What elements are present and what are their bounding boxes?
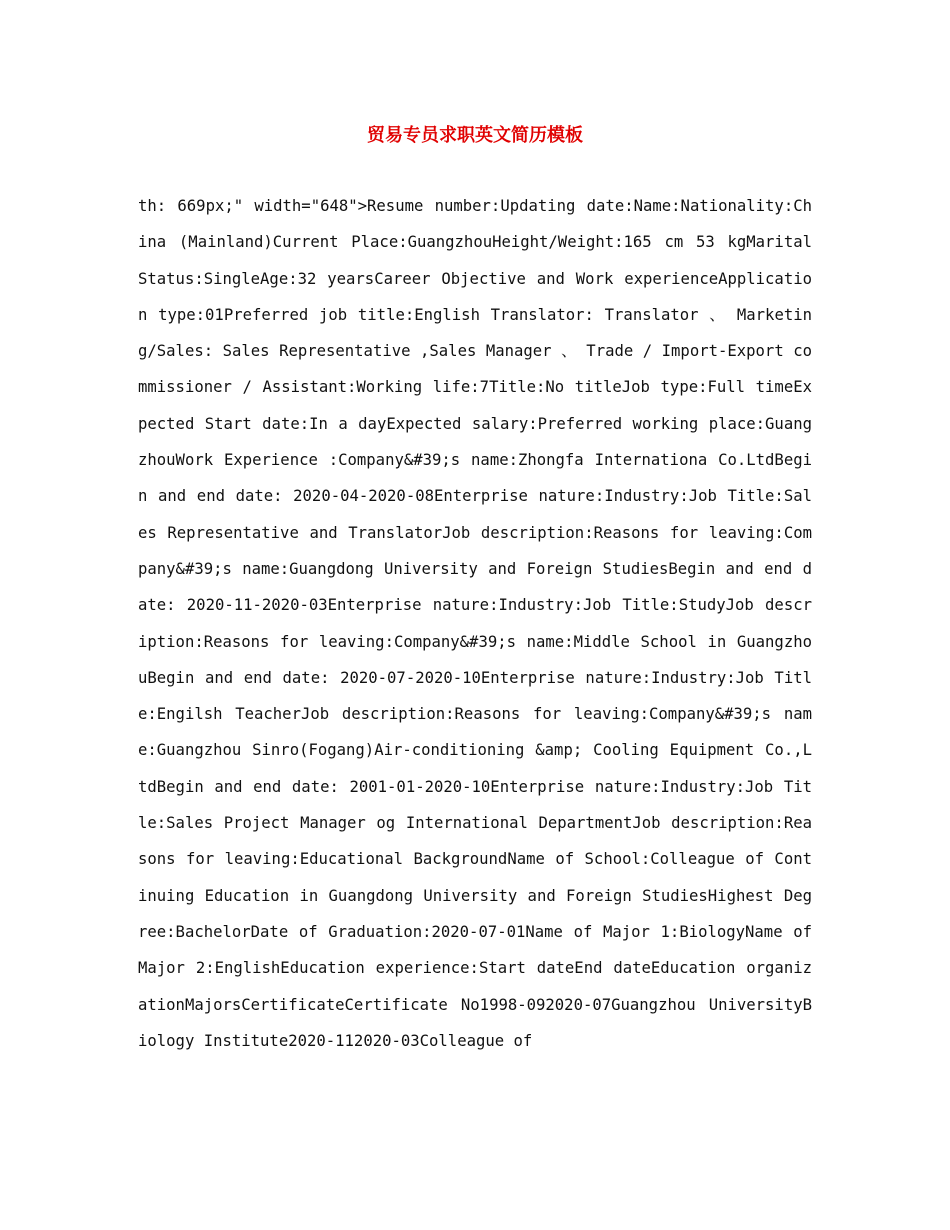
resume-body-text: th: 669px;" width="648">Resume number:Updating date:Name:Nationality:China (Mainland)Current Place:GuangzhouHeight/Weight:165 cm 53 kgMarital Status:SingleAge:32 yearsCareer Objective and Work experienceApplication type:01Preferred job title:English Translator: Translator 、 Marketing/Sales: Sales Representative ,Sales Manager 、 Trade / Import-Export commissioner / Assistant:Working life:7Title:No titleJob type:Full timeExpected Start date:In a dayExpected salary:Preferred working place:GuangzhouWork Experience :Company&#39;s name:Zhongfa Internationa Co.LtdBegin and end date: 2020-04-2020-08Enterprise nature:Industry:Job Title:Sales Representative and TranslatorJob description:Reasons for leaving:Company&#39;s name:Guangdong University and Foreign StudiesBegin and end date: 2020-11-2020-03Enterprise nature:Industry:Job Title:StudyJob description:Reasons for leaving:Company&#39;s name:Middle School in GuangzhouBegin and end date: 2020-07-2020-10Enterprise nature:Industry:Job Title:Engilsh TeacherJob description:Reasons for leaving:Company&#39;s name:Guangzhou Sinro(Fogang)Air-conditioning &amp; Cooling Equipment Co.,LtdBegin and end date: 2001-01-2020-10Enterprise nature:Industry:Job Title:Sales Project Manager og International DepartmentJob description:Reasons for leaving:Educational BackgroundName of School:Colleague of Continuing Education in Guangdong University and Foreign StudiesHighest Degree:BachelorDate of Graduation:2020-07-01Name of Major 1:BiologyName of Major 2:EnglishEducation experience:Start dateEnd dateEducation organizationMajorsCertificateCertificate No1998-092020-07Guangzhou UniversityBiology Institute2020-112020-03Colleague of	[138, 197, 812, 1050]
document-title: 贸易专员求职英文简历模板	[367, 125, 583, 146]
